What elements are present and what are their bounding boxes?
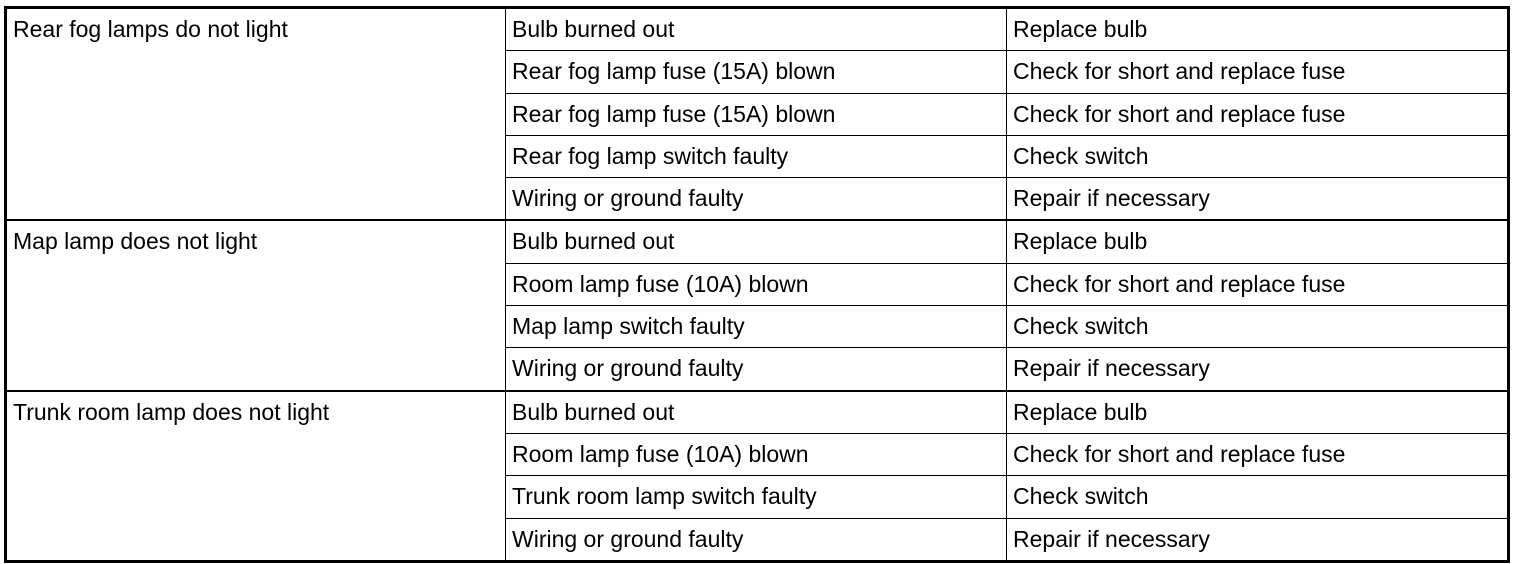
cause-cell: Bulb burned out xyxy=(506,391,1007,434)
cause-cell: Wiring or ground faulty xyxy=(506,178,1007,221)
remedy-cell: Check switch xyxy=(1007,135,1509,177)
symptom-cell: Rear fog lamps do not light xyxy=(6,8,506,221)
remedy-cell: Repair if necessary xyxy=(1007,178,1509,221)
remedy-cell: Replace bulb xyxy=(1007,8,1509,51)
cause-cell: Rear fog lamp fuse (15A) blown xyxy=(506,51,1007,93)
remedy-cell: Check for short and replace fuse xyxy=(1007,433,1509,475)
symptom-cell: Trunk room lamp does not light xyxy=(6,391,506,562)
cause-cell: Room lamp fuse (10A) blown xyxy=(506,263,1007,305)
symptom-cell: Map lamp does not light xyxy=(6,220,506,390)
cause-cell: Bulb burned out xyxy=(506,220,1007,263)
cause-cell: Wiring or ground faulty xyxy=(506,348,1007,391)
remedy-cell: Check for short and replace fuse xyxy=(1007,93,1509,135)
cause-cell: Room lamp fuse (10A) blown xyxy=(506,433,1007,475)
troubleshooting-table xyxy=(4,6,1510,563)
cause-cell: Rear fog lamp switch faulty xyxy=(506,135,1007,177)
remedy-cell: Check for short and replace fuse xyxy=(1007,263,1509,305)
remedy-cell: Replace bulb xyxy=(1007,391,1509,434)
remedy-cell: Repair if necessary xyxy=(1007,348,1509,391)
cause-cell: Rear fog lamp fuse (15A) blown xyxy=(506,93,1007,135)
table-row xyxy=(6,220,1509,263)
cause-cell: Trunk room lamp switch faulty xyxy=(506,476,1007,518)
cause-cell: Wiring or ground faulty xyxy=(506,518,1007,561)
cause-cell: Bulb burned out xyxy=(506,8,1007,51)
cause-cell: Map lamp switch faulty xyxy=(506,306,1007,348)
remedy-cell: Check for short and replace fuse xyxy=(1007,51,1509,93)
remedy-cell: Repair if necessary xyxy=(1007,518,1509,561)
table-row xyxy=(6,8,1509,51)
table-row xyxy=(6,391,1509,434)
remedy-cell: Check switch xyxy=(1007,476,1509,518)
remedy-cell: Replace bulb xyxy=(1007,220,1509,263)
remedy-cell: Check switch xyxy=(1007,306,1509,348)
